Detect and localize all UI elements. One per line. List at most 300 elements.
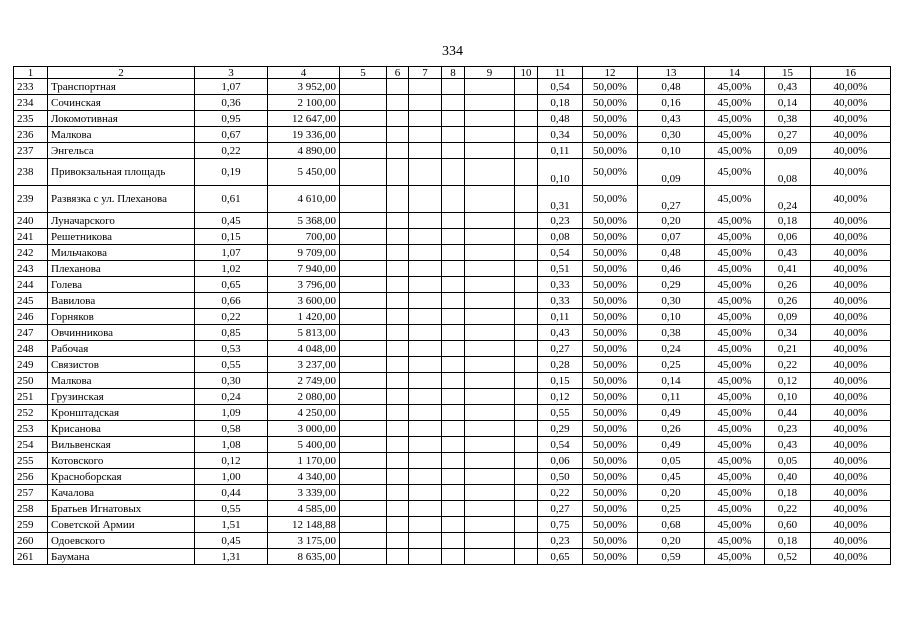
value-col11: 0,50 [538,469,583,485]
table-row [14,485,891,501]
row-number: 249 [14,357,48,373]
value-col12: 50,00% [583,421,638,437]
value-col15: 0,12 [765,373,811,389]
empty-cell [340,341,387,357]
street-name: Решетникова [48,229,195,245]
value-col16: 40,00% [811,261,891,277]
value-col11: 0,27 [538,501,583,517]
empty-cell [442,405,465,421]
row-number: 237 [14,143,48,159]
row-number: 244 [14,277,48,293]
value-col12: 50,00% [583,373,638,389]
value-col4: 7 940,00 [268,261,340,277]
value-col11: 0,27 [538,341,583,357]
empty-cell [442,127,465,143]
value-col4: 5 813,00 [268,325,340,341]
empty-cell [515,453,538,469]
street-name: Вильвенская [48,437,195,453]
street-name: Красноборская [48,469,195,485]
value-col14: 45,00% [705,533,765,549]
empty-cell [465,95,515,111]
value-col15: 0,38 [765,111,811,127]
street-name: Рабочая [48,341,195,357]
column-header: 6 [387,67,409,79]
row-number: 258 [14,501,48,517]
empty-cell [442,309,465,325]
empty-cell [515,517,538,533]
value-col13: 0,11 [638,389,705,405]
value-col11: 0,54 [538,79,583,95]
column-header: 15 [765,67,811,79]
value-col12: 50,00% [583,453,638,469]
empty-cell [387,485,409,501]
value-col11: 0,15 [538,373,583,389]
empty-cell [409,373,442,389]
empty-cell [340,469,387,485]
empty-cell [387,245,409,261]
value-col13: 0,27 [638,186,705,213]
column-header: 5 [340,67,387,79]
street-name: Горняков [48,309,195,325]
street-name: Развязка с ул. Плеханова [48,186,195,213]
value-col4: 3 796,00 [268,277,340,293]
empty-cell [340,453,387,469]
empty-cell [442,485,465,501]
value-col14: 45,00% [705,245,765,261]
value-col4: 3 600,00 [268,293,340,309]
value-col4: 4 250,00 [268,405,340,421]
column-header: 1 [14,67,48,79]
street-name: Луначарского [48,213,195,229]
value-col12: 50,00% [583,517,638,533]
value-col16: 40,00% [811,229,891,245]
value-col13: 0,14 [638,373,705,389]
value-col13: 0,09 [638,159,705,186]
value-col15: 0,09 [765,143,811,159]
value-col11: 0,10 [538,159,583,186]
table-row [14,517,891,533]
empty-cell [442,549,465,565]
value-col3: 0,44 [195,485,268,501]
value-col4: 3 952,00 [268,79,340,95]
empty-cell [340,229,387,245]
empty-cell [515,309,538,325]
table-row [14,325,891,341]
row-number: 241 [14,229,48,245]
value-col13: 0,20 [638,485,705,501]
street-name: Кронштадская [48,405,195,421]
street-name: Транспортная [48,79,195,95]
empty-cell [442,261,465,277]
row-number: 233 [14,79,48,95]
value-col15: 0,21 [765,341,811,357]
value-col12: 50,00% [583,437,638,453]
empty-cell [409,127,442,143]
empty-cell [515,341,538,357]
empty-cell [515,95,538,111]
value-col12: 50,00% [583,245,638,261]
empty-cell [465,453,515,469]
empty-cell [340,293,387,309]
value-col11: 0,23 [538,213,583,229]
empty-cell [409,453,442,469]
empty-cell [340,309,387,325]
row-number: 256 [14,469,48,485]
value-col14: 45,00% [705,501,765,517]
value-col4: 4 048,00 [268,341,340,357]
value-col14: 45,00% [705,453,765,469]
value-col16: 40,00% [811,309,891,325]
empty-cell [340,373,387,389]
column-header: 2 [48,67,195,79]
empty-cell [442,159,465,186]
empty-cell [340,421,387,437]
value-col14: 45,00% [705,469,765,485]
value-col11: 0,54 [538,437,583,453]
value-col4: 1 170,00 [268,453,340,469]
value-col15: 0,40 [765,469,811,485]
value-col3: 0,19 [195,159,268,186]
value-col4: 12 148,88 [268,517,340,533]
value-col4: 9 709,00 [268,245,340,261]
value-col3: 1,07 [195,79,268,95]
empty-cell [387,111,409,127]
empty-cell [465,549,515,565]
value-col15: 0,26 [765,277,811,293]
street-name: Вавилова [48,293,195,309]
table-row [14,186,891,213]
empty-cell [387,143,409,159]
empty-cell [387,453,409,469]
column-header: 9 [465,67,515,79]
value-col16: 40,00% [811,373,891,389]
value-col15: 0,09 [765,309,811,325]
value-col16: 40,00% [811,213,891,229]
empty-cell [409,533,442,549]
table-row [14,277,891,293]
value-col3: 1,00 [195,469,268,485]
value-col11: 0,75 [538,517,583,533]
value-col4: 3 000,00 [268,421,340,437]
empty-cell [442,245,465,261]
value-col13: 0,10 [638,143,705,159]
value-col16: 40,00% [811,277,891,293]
value-col15: 0,14 [765,95,811,111]
row-number: 234 [14,95,48,111]
value-col4: 8 635,00 [268,549,340,565]
column-header: 12 [583,67,638,79]
value-col13: 0,49 [638,405,705,421]
value-col13: 0,07 [638,229,705,245]
empty-cell [515,245,538,261]
value-col3: 0,55 [195,357,268,373]
value-col12: 50,00% [583,95,638,111]
table-row [14,469,891,485]
empty-cell [387,549,409,565]
value-col13: 0,24 [638,341,705,357]
value-col12: 50,00% [583,389,638,405]
empty-cell [515,229,538,245]
empty-cell [409,213,442,229]
empty-cell [387,325,409,341]
empty-cell [465,186,515,213]
value-col16: 40,00% [811,533,891,549]
empty-cell [409,245,442,261]
value-col12: 50,00% [583,341,638,357]
empty-cell [409,261,442,277]
value-col12: 50,00% [583,293,638,309]
empty-cell [387,421,409,437]
value-col3: 0,30 [195,373,268,389]
empty-cell [340,389,387,405]
value-col16: 40,00% [811,325,891,341]
table-row [14,213,891,229]
value-col13: 0,25 [638,501,705,517]
value-col12: 50,00% [583,277,638,293]
street-name: Одоевского [48,533,195,549]
value-col12: 50,00% [583,501,638,517]
value-col13: 0,49 [638,437,705,453]
empty-cell [515,186,538,213]
value-col13: 0,20 [638,533,705,549]
empty-cell [465,485,515,501]
empty-cell [442,95,465,111]
empty-cell [409,79,442,95]
value-col4: 3 175,00 [268,533,340,549]
empty-cell [409,95,442,111]
empty-cell [515,293,538,309]
value-col11: 0,54 [538,245,583,261]
empty-cell [465,245,515,261]
empty-cell [409,325,442,341]
row-number: 236 [14,127,48,143]
empty-cell [340,159,387,186]
column-header: 14 [705,67,765,79]
value-col16: 40,00% [811,485,891,501]
value-col16: 40,00% [811,341,891,357]
empty-cell [465,373,515,389]
table-row [14,421,891,437]
empty-cell [515,261,538,277]
value-col3: 0,53 [195,341,268,357]
street-name: Котовского [48,453,195,469]
empty-cell [387,533,409,549]
empty-cell [442,501,465,517]
value-col15: 0,22 [765,357,811,373]
column-header: 4 [268,67,340,79]
row-number: 235 [14,111,48,127]
value-col3: 1,07 [195,245,268,261]
value-col11: 0,43 [538,325,583,341]
empty-cell [387,469,409,485]
empty-cell [465,325,515,341]
empty-cell [387,229,409,245]
value-col15: 0,06 [765,229,811,245]
value-col4: 2 100,00 [268,95,340,111]
empty-cell [409,309,442,325]
value-col12: 50,00% [583,127,638,143]
empty-cell [409,501,442,517]
value-col15: 0,43 [765,79,811,95]
empty-cell [515,127,538,143]
value-col14: 45,00% [705,79,765,95]
value-col3: 0,15 [195,229,268,245]
empty-cell [515,277,538,293]
empty-cell [465,517,515,533]
empty-cell [340,127,387,143]
empty-cell [442,186,465,213]
header-row [14,67,891,79]
empty-cell [442,517,465,533]
empty-cell [515,389,538,405]
empty-cell [387,213,409,229]
value-col11: 0,34 [538,127,583,143]
empty-cell [340,79,387,95]
value-col15: 0,24 [765,186,811,213]
value-col4: 3 339,00 [268,485,340,501]
value-col15: 0,52 [765,549,811,565]
empty-cell [515,421,538,437]
row-number: 254 [14,437,48,453]
empty-cell [409,549,442,565]
value-col3: 1,02 [195,261,268,277]
value-col3: 0,45 [195,213,268,229]
value-col15: 0,26 [765,293,811,309]
value-col3: 1,51 [195,517,268,533]
empty-cell [442,213,465,229]
value-col3: 0,45 [195,533,268,549]
empty-cell [387,357,409,373]
value-col13: 0,48 [638,245,705,261]
value-col12: 50,00% [583,159,638,186]
value-col3: 0,66 [195,293,268,309]
empty-cell [465,533,515,549]
value-col15: 0,41 [765,261,811,277]
empty-cell [387,159,409,186]
value-col13: 0,48 [638,79,705,95]
empty-cell [387,309,409,325]
value-col14: 45,00% [705,325,765,341]
empty-cell [442,453,465,469]
empty-cell [340,549,387,565]
empty-cell [515,485,538,501]
value-col12: 50,00% [583,229,638,245]
street-name: Сочинская [48,95,195,111]
value-col13: 0,10 [638,309,705,325]
value-col4: 19 336,00 [268,127,340,143]
column-header: 8 [442,67,465,79]
empty-cell [387,501,409,517]
value-col3: 0,61 [195,186,268,213]
value-col14: 45,00% [705,293,765,309]
table-row [14,437,891,453]
empty-cell [515,357,538,373]
value-col3: 0,95 [195,111,268,127]
empty-cell [340,111,387,127]
street-name: Крисанова [48,421,195,437]
table-row [14,405,891,421]
empty-cell [465,469,515,485]
value-col12: 50,00% [583,213,638,229]
value-col4: 12 647,00 [268,111,340,127]
value-col15: 0,27 [765,127,811,143]
value-col4: 4 890,00 [268,143,340,159]
value-col15: 0,18 [765,485,811,501]
value-col11: 0,55 [538,405,583,421]
value-col16: 40,00% [811,501,891,517]
empty-cell [465,389,515,405]
value-col11: 0,65 [538,549,583,565]
value-col12: 50,00% [583,79,638,95]
value-col16: 40,00% [811,437,891,453]
page-number: 334 [442,44,463,59]
table-body [14,79,891,565]
value-col3: 0,36 [195,95,268,111]
value-col16: 40,00% [811,517,891,533]
empty-cell [465,405,515,421]
empty-cell [515,159,538,186]
value-col16: 40,00% [811,79,891,95]
row-number: 242 [14,245,48,261]
value-col13: 0,26 [638,421,705,437]
value-col16: 40,00% [811,421,891,437]
row-number: 250 [14,373,48,389]
empty-cell [442,341,465,357]
value-col11: 0,33 [538,293,583,309]
empty-cell [340,501,387,517]
empty-cell [465,309,515,325]
value-col16: 40,00% [811,143,891,159]
table-row [14,389,891,405]
value-col3: 0,85 [195,325,268,341]
value-col12: 50,00% [583,186,638,213]
value-col16: 40,00% [811,293,891,309]
value-col14: 45,00% [705,405,765,421]
empty-cell [409,357,442,373]
value-col13: 0,30 [638,127,705,143]
value-col12: 50,00% [583,143,638,159]
table-row [14,533,891,549]
value-col16: 40,00% [811,389,891,405]
empty-cell [409,405,442,421]
empty-cell [409,229,442,245]
street-name: Локомотивная [48,111,195,127]
empty-cell [515,373,538,389]
empty-cell [465,421,515,437]
empty-cell [465,159,515,186]
value-col15: 0,08 [765,159,811,186]
value-col3: 1,09 [195,405,268,421]
row-number: 243 [14,261,48,277]
value-col14: 45,00% [705,357,765,373]
value-col14: 45,00% [705,485,765,501]
empty-cell [465,501,515,517]
value-col4: 2 080,00 [268,389,340,405]
value-col12: 50,00% [583,405,638,421]
empty-cell [515,533,538,549]
value-col14: 45,00% [705,389,765,405]
value-col11: 0,51 [538,261,583,277]
value-col4: 700,00 [268,229,340,245]
value-col13: 0,30 [638,293,705,309]
value-col4: 5 400,00 [268,437,340,453]
value-col14: 45,00% [705,127,765,143]
empty-cell [409,186,442,213]
empty-cell [409,421,442,437]
empty-cell [442,357,465,373]
value-col13: 0,68 [638,517,705,533]
value-col13: 0,38 [638,325,705,341]
